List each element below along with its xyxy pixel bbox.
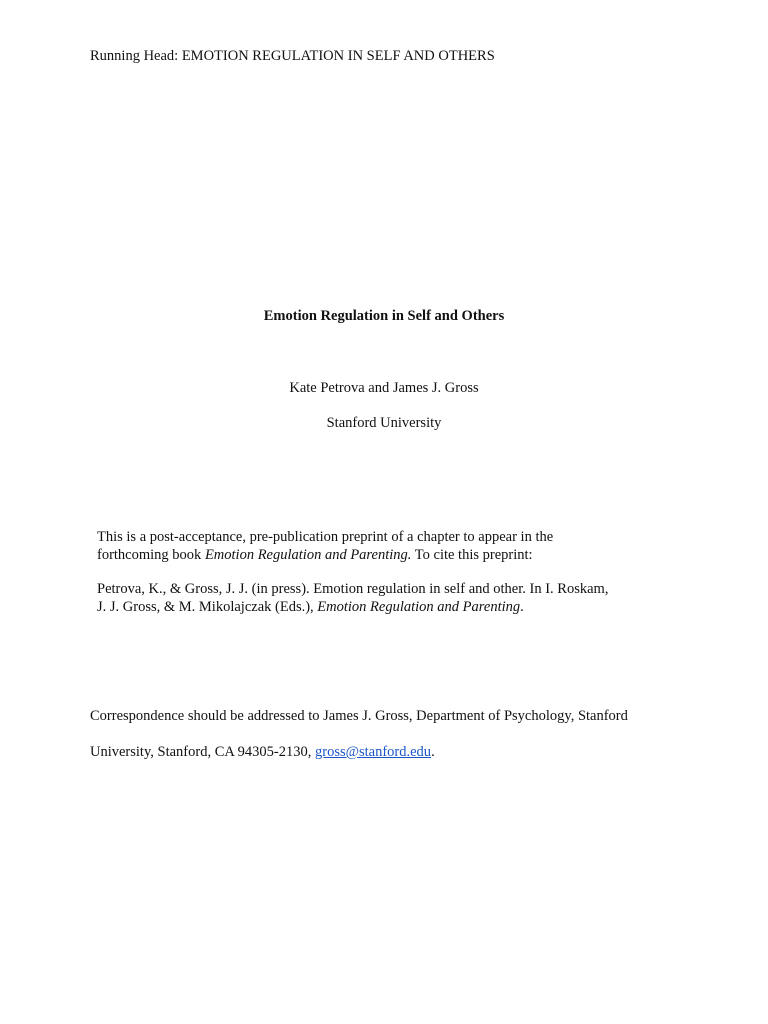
preprint-note [97, 529, 677, 564]
affiliation: Stanford University [326, 415, 442, 431]
preprint-note-line2-suffix: To cite this preprint: [411, 546, 533, 563]
citation-line1: Petrova, K., & Gross, J. J. (in press). Emotion regulation in self and other. In I. Roskam, [97, 581, 609, 597]
preprint-note-line2-prefix: forthcoming book [97, 546, 205, 563]
correspondence-line2 [90, 743, 435, 761]
email-link[interactable]: gross@stanford.edu [315, 744, 432, 760]
correspondence-line2-prefix: University, Stanford, CA 94305-2130, [90, 744, 316, 760]
authors: Kate Petrova and James J. Gross [289, 380, 479, 396]
running-head: Running Head: EMOTION REGULATION IN SELF AND OTHERS [90, 48, 495, 64]
correspondence-line2-suffix: . [431, 744, 435, 760]
preprint-note-block [97, 529, 677, 616]
preprint-note-book-title: Emotion Regulation and Parenting. [204, 546, 412, 563]
citation-book-title: Emotion Regulation and Parenting [317, 598, 521, 615]
preprint-note-line1: This is a post-acceptance, pre-publication preprint of a chapter to appear in the [97, 529, 554, 545]
citation-line2-prefix: J. J. Gross, & M. Mikolajczak (Eds.), [97, 598, 318, 615]
citation-line2-suffix: . [520, 598, 524, 615]
correspondence-line1: Correspondence should be addressed to James J. Gross, Department of Psychology, Stanford [90, 708, 628, 724]
citation [97, 581, 677, 616]
paper-title: Emotion Regulation in Self and Others [263, 308, 505, 324]
